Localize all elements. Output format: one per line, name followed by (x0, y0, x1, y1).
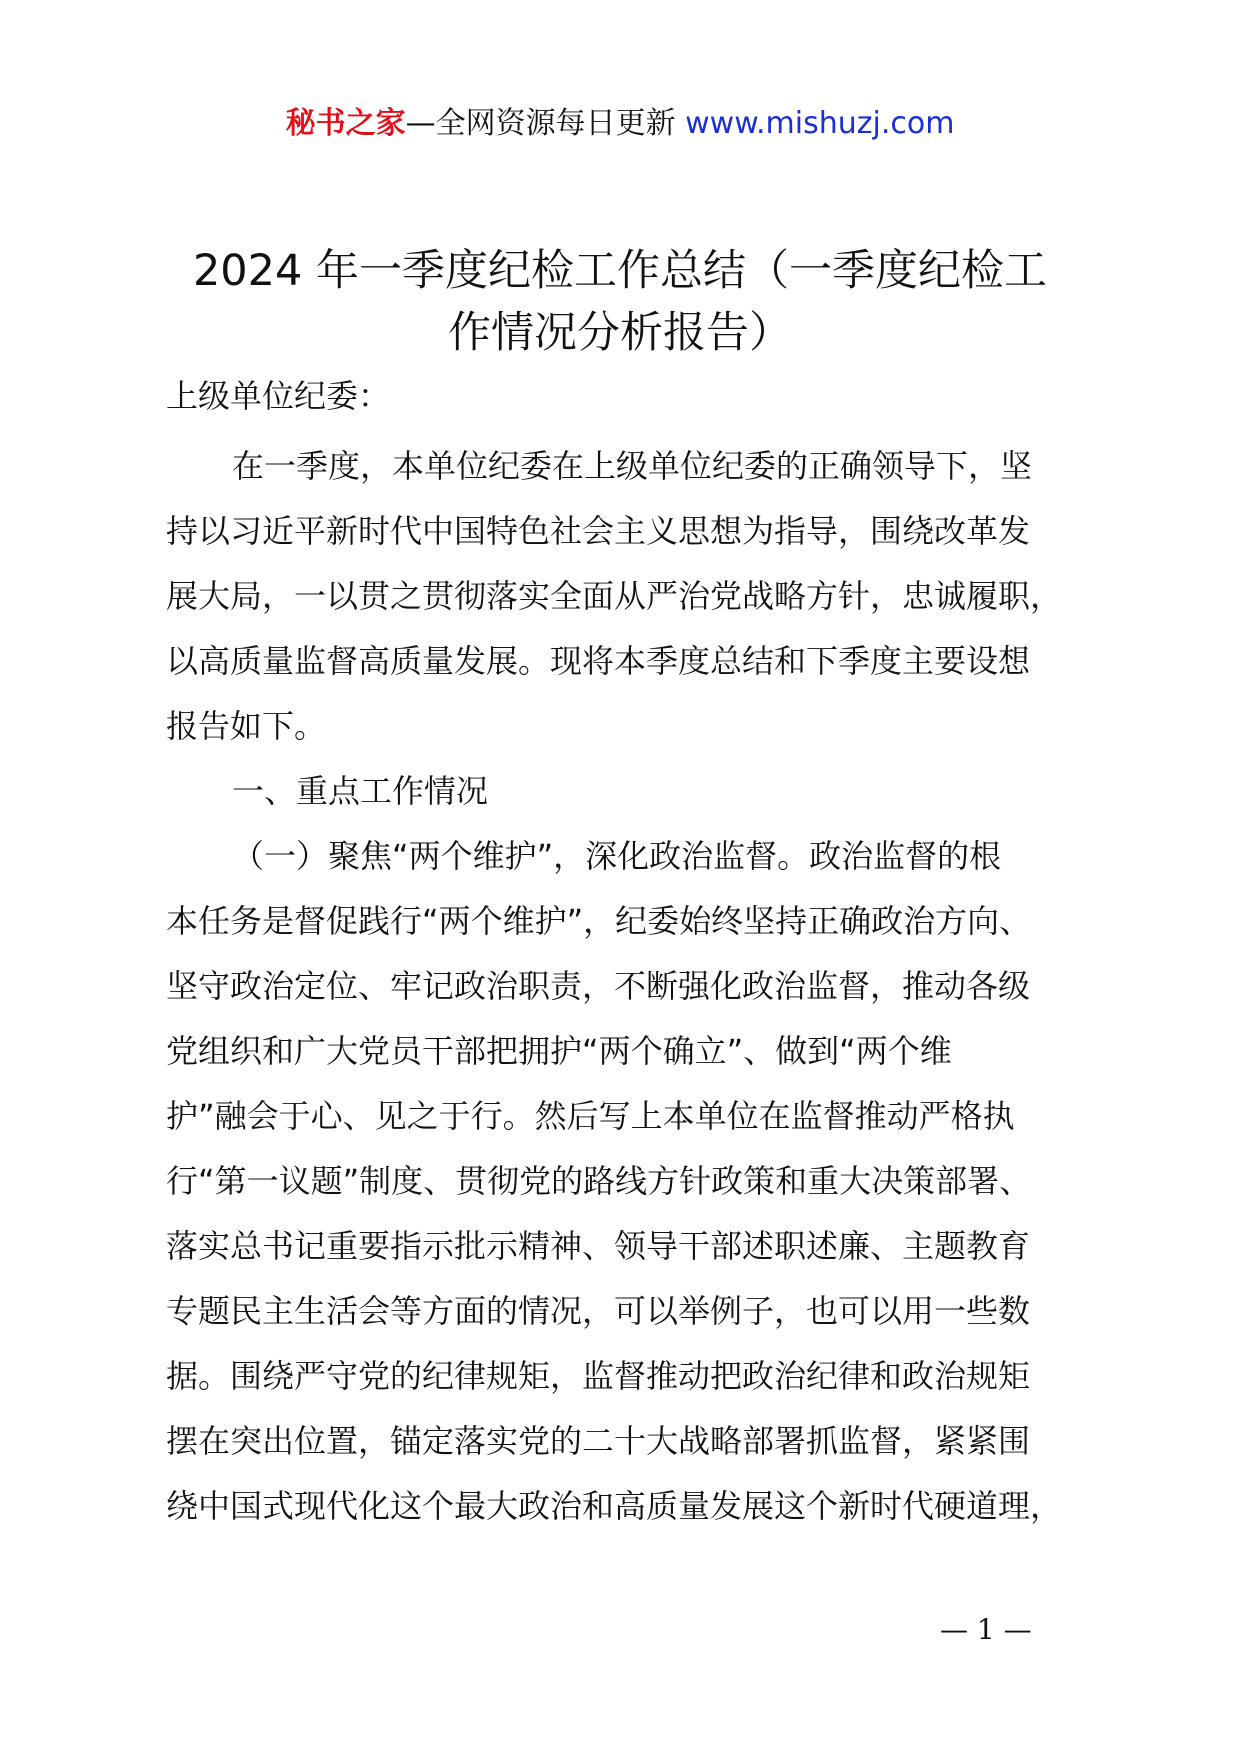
salutation: 上级单位纪委： (166, 377, 391, 415)
paragraph-line: 在一季度，本单位纪委在上级单位纪委的正确领导下，坚 (232, 447, 1033, 485)
section-heading: 一、重点工作情况 (232, 772, 489, 810)
paragraph-line: 摆在突出位置，锚定落实党的二十大战略部署抓监督，紧紧围 (166, 1422, 1031, 1460)
paragraph-line: 绕中国式现代化这个最大政治和高质量发展这个新时代硬道理， (166, 1487, 1063, 1525)
paragraph-line: 行“第一议题”制度、贯彻党的路线方针政策和重大决策部署、 (166, 1162, 1032, 1200)
site-header (0, 104, 1240, 144)
paragraph-line: 坚守政治定位、牢记政治职责，不断强化政治监督，推动各级 (166, 967, 1031, 1005)
title-line: 2024 年一季度纪检工作总结（一季度纪检工 (192, 246, 1048, 296)
paragraph-line: 本任务是督促践行“两个维护”，纪委始终坚持正确政治方向、 (166, 902, 1032, 940)
page-number: — 1 — (940, 1613, 1032, 1646)
paragraph-line: 护”融会于心、见之于行。然后写上本单位在监督推动严格执 (166, 1097, 1015, 1135)
site-url-link[interactable]: www.mishuzj.com (685, 106, 955, 141)
paragraph-line: 以高质量监督高质量发展。现将本季度总结和下季度主要设想 (166, 642, 1031, 680)
paragraph-line: 党组织和广大党员干部把拥护“两个确立”、做到“两个维 (166, 1032, 952, 1070)
site-slogan: —全网资源每日更新 (405, 106, 686, 141)
document-body (166, 440, 1126, 1545)
paragraph-line: 专题民主生活会等方面的情况，可以举例子，也可以用一些数 (166, 1292, 1031, 1330)
paragraph-line: 据。围绕严守党的纪律规矩，监督推动把政治纪律和政治规矩 (166, 1357, 1031, 1395)
brand-name: 秘书之家 (285, 106, 406, 141)
title-line: 作情况分析报告） (448, 308, 792, 358)
paragraph-line: 持以习近平新时代中国特色社会主义思想为指导，围绕改革发 (166, 512, 1031, 550)
paragraph-line: 落实总书记重要指示批示精神、领导干部述职述廉、主题教育 (166, 1227, 1031, 1265)
paragraph-line: 报告如下。 (166, 707, 327, 745)
document-title (160, 240, 1080, 364)
paragraph-line: （一）聚焦“两个维护”，深化政治监督。政治监督的根 (232, 837, 1002, 875)
paragraph-line: 展大局，一以贯之贯彻落实全面从严治党战略方针，忠诚履职， (166, 577, 1063, 615)
